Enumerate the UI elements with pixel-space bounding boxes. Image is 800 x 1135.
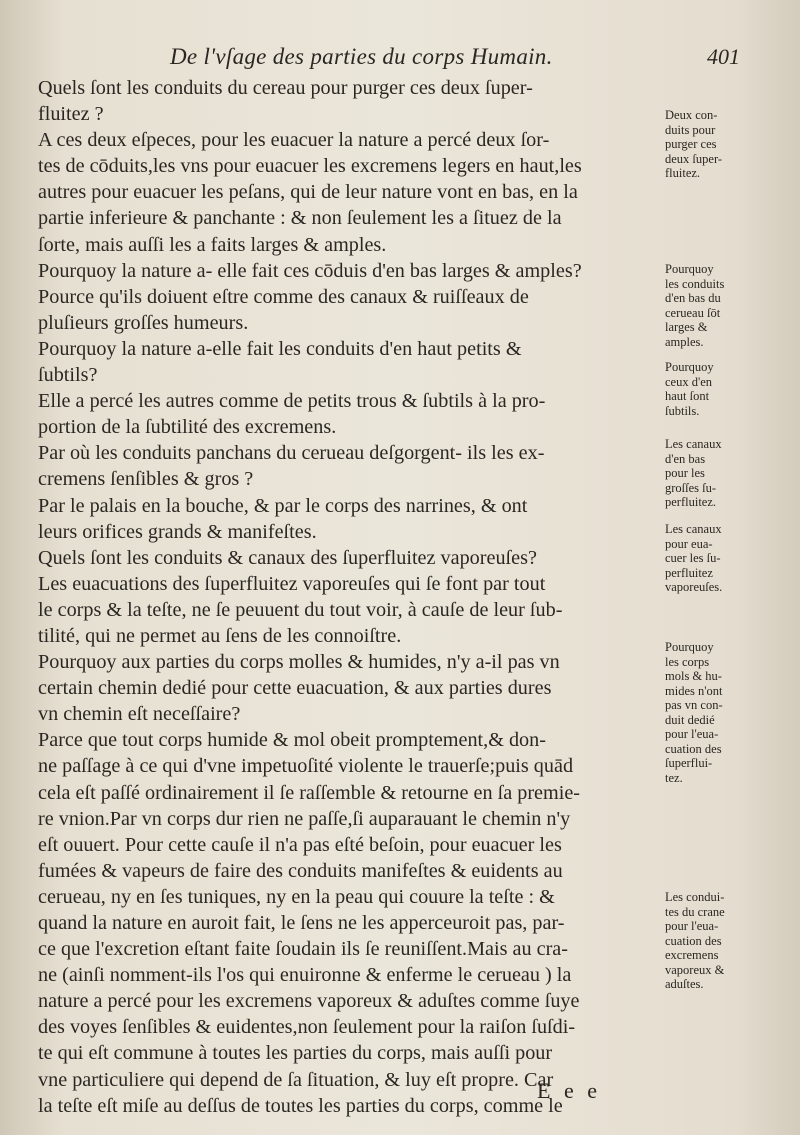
text-line: Pourquoy la nature a-elle fait les conduits d'en haut petits & — [38, 337, 522, 360]
margin-note — [665, 640, 783, 785]
text-line: Par le palais en la bouche, & par le corps des narrines, & ont — [38, 494, 528, 517]
margin-note-line: cuer les ſu- — [665, 551, 721, 565]
text-line: tes de cōduits,les vns pour euacuer les excremens legers en haut,les — [38, 155, 582, 178]
margin-note-line: duits pour — [665, 122, 716, 137]
text-line: fluitez ? — [38, 103, 104, 126]
margin-note-line: pas vn con- — [665, 698, 723, 712]
margin-note-line: ſubtils. — [665, 403, 700, 418]
text-line: ce que l'excretion eſtant faite ſoudain ils ſe reuniſſent.Mais au cra- — [38, 938, 568, 961]
text-line: Les euacuations des ſuperfluitez vaporeuſes qui ſe font par tout — [38, 572, 546, 595]
margin-note-line: fluitez. — [665, 166, 701, 180]
text-line: tilité, qui ne permet au ſens de les connoiſtre. — [38, 624, 402, 647]
margin-note — [665, 890, 783, 992]
margin-note-line: groſſes ſu- — [665, 480, 717, 495]
text-line: vne particuliere qui depend de ſa ſituation, & luy eſt propre. Car — [38, 1068, 554, 1091]
margin-note-line: tes du crane — [665, 904, 725, 919]
margin-note-line: amples. — [665, 334, 704, 349]
text-line: Elle a percé les autres comme de petits trous & ſubtils à la pro- — [38, 390, 546, 413]
text-line: ſorte, mais auſſi les a faits larges & amples. — [38, 233, 387, 256]
margin-note-line: Les canaux — [665, 437, 722, 451]
text-line: vn chemin eſt neceſſaire? — [38, 703, 241, 726]
text-line: te qui eſt commune à toutes les parties du corps, mais auſſi pour — [38, 1042, 553, 1065]
margin-note-line: perfluitez — [665, 565, 713, 580]
margin-note-line: Pourquoy — [665, 640, 714, 654]
margin-note-line: cerueau ſōt — [665, 305, 721, 320]
text-line: Par où les conduits panchans du cerueau deſgorgent- ils les ex- — [38, 442, 545, 465]
margin-note-line: Pourquoy — [665, 262, 714, 276]
margin-note — [665, 262, 783, 349]
margin-note-line: mols & hu- — [665, 669, 722, 683]
text-line: cela eſt paſſé ordinairement il ſe raſſemble & retourne en ſa premie- — [38, 781, 581, 804]
margin-note-line: les corps — [665, 654, 710, 669]
margin-note-line: vaporeuſes. — [665, 580, 723, 594]
text-line: le corps & la teſte, ne ſe peuuent du tout voir, à cauſe de leur ſub- — [38, 598, 563, 621]
margin-note-line: Les canaux — [665, 522, 722, 536]
margin-note-line: larges & — [665, 320, 708, 334]
text-line: re vnion.Par vn corps dur rien ne paſſe,ſi auparauant le chemin n'y — [38, 807, 571, 830]
margin-note — [665, 437, 783, 510]
margin-note-line: Les condui- — [665, 890, 725, 904]
text-line: quand la nature en auroit fait, le ſens ne les apperceuroit pas, par- — [38, 912, 565, 934]
margin-note-line: ſuperflui- — [665, 756, 713, 770]
text-line: Pourquoy la nature a- elle fait ces cōduis d'en bas larges & amples? — [38, 259, 582, 282]
text-line: ſubtils? — [38, 364, 98, 387]
text-line: certain chemin dedié pour cette euacuation, & aux parties dures — [38, 677, 552, 700]
page-header — [170, 44, 740, 74]
margin-note-line: pour eua- — [665, 536, 713, 551]
text-line: la teſte eſt miſe au deſſus de toutes les parties du corps, comme le — [38, 1094, 563, 1117]
text-line: Parce que tout corps humide & mol obeit promptement,& don- — [38, 729, 546, 752]
margin-note — [665, 522, 783, 595]
margin-note-line: Deux con- — [665, 108, 718, 122]
margin-note-line: Pourquoy — [665, 360, 714, 374]
margin-note-line: excremens — [665, 948, 719, 962]
margin-note-line: pour l'eua- — [665, 919, 719, 933]
text-line: eſt ouuert. Pour cette cauſe il n'a pas eſté beſoin, pour euacuer les — [38, 833, 562, 856]
page-number: 401 — [707, 44, 740, 69]
margin-note-line: tez. — [665, 770, 683, 785]
margin-note-line: duit dedié — [665, 712, 715, 727]
margin-note-line: cuation des — [665, 933, 722, 948]
text-line: leurs orifices grands & manifeſtes. — [38, 520, 317, 543]
text-line: portion de la ſubtilité des excremens. — [38, 416, 337, 439]
margin-note-line: ceux d'en — [665, 374, 713, 389]
margin-note-line: perfluitez. — [665, 495, 717, 509]
margin-note-line: mides n'ont — [665, 683, 723, 698]
text-line: pluſieurs groſſes humeurs. — [38, 311, 249, 334]
margin-note-line: d'en bas — [665, 451, 706, 466]
text-line: A ces deux eſpeces, pour les euacuer la nature a percé deux ſor- — [38, 129, 550, 152]
main-text — [38, 75, 660, 1119]
text-line: ne paſſage à ce qui d'vne impetuoſité violente le trauerſe;puis quād — [38, 755, 574, 778]
text-line: des voyes ſenſibles & euidentes,non ſeulement pour la raiſon ſuſdi- — [38, 1016, 576, 1039]
text-line: Quels ſont les conduits & canaux des ſuperfluitez vaporeuſes? — [38, 546, 537, 569]
margin-note-line: d'en bas du — [665, 291, 721, 305]
margin-note-line: cuation des — [665, 741, 722, 756]
text-line: autres pour euacuer les peſans, qui de leur nature vont en bas, en la — [38, 181, 578, 204]
margin-note-line: les conduits — [665, 276, 725, 291]
margin-note-line: aduſtes. — [665, 977, 704, 991]
text-line: Pourquoy aux parties du corps molles & humides, n'y a-il pas vn — [38, 651, 560, 674]
margin-note-line: deux ſuper- — [665, 151, 723, 166]
text-line: Pource qu'ils doiuent eſtre comme des canaux & ruiſſeaux de — [38, 285, 529, 308]
signature-mark: E e e — [537, 1078, 601, 1103]
margin-note-line: haut ſont — [665, 389, 710, 403]
text-line: partie inferieure & panchante : & non ſeulement les a ſituez de la — [38, 207, 562, 230]
margin-note — [665, 108, 783, 181]
margin-note-line: purger ces — [665, 137, 717, 151]
margin-note-line: pour l'eua- — [665, 727, 719, 741]
margin-note-line: pour les — [665, 466, 705, 480]
text-line: Quels ſont les conduits du cereau pour purger ces deux ſuper- — [38, 77, 533, 99]
text-line: ne (ainſi nomment-ils l'os qui enuironne & enferme le cerueau ) la — [38, 964, 572, 987]
text-line: nature a percé pour les excremens vaporeux & aduſtes comme ſuye — [38, 990, 580, 1013]
text-line: cerueau, ny en ſes tuniques, ny en la peau qui couure la teſte : & — [38, 885, 555, 908]
margin-note-line: vaporeux & — [665, 962, 725, 977]
text-line: fumées & vapeurs de faire des conduits manifeſtes & euidents au — [38, 859, 563, 882]
text-line: cremens ſenſibles & gros ? — [38, 468, 254, 491]
running-head: De l'vſage des parties du corps Humain. — [170, 44, 553, 69]
margin-note — [665, 360, 783, 418]
